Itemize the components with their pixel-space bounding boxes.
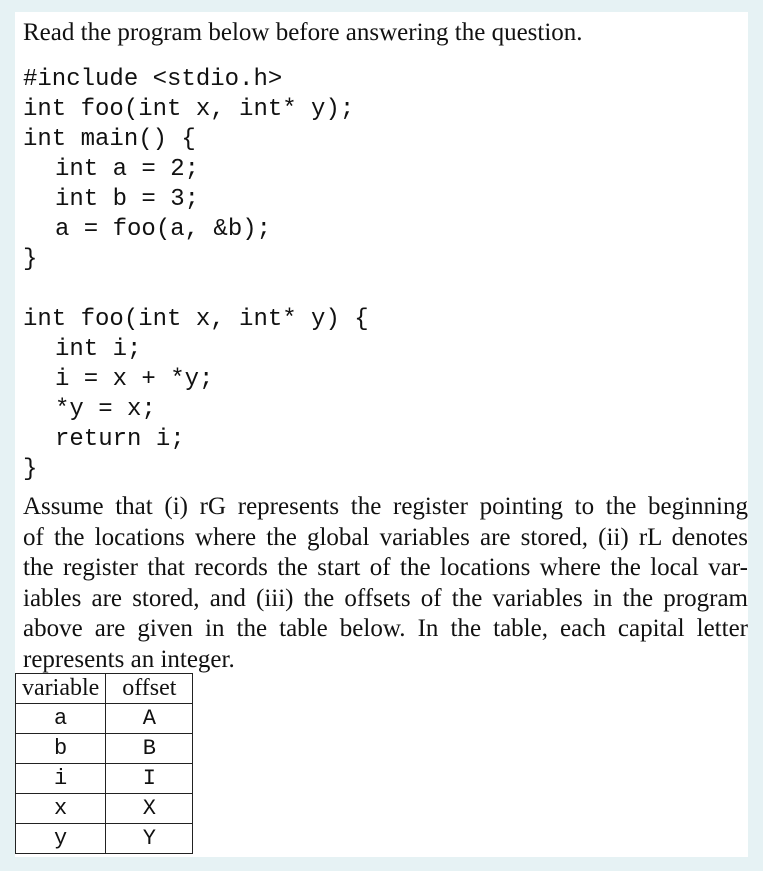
code-line: i = x + *y; [55,366,214,393]
code-line: return i; [55,426,185,453]
assumption-paragraph [23,492,748,675]
code-foo-close: } [23,456,38,483]
cell-offset: Y [106,824,193,854]
cell-offset: I [106,764,193,794]
offset-table [15,673,193,854]
table-row [16,734,193,764]
code-include: #include <stdio.h> [23,66,283,93]
code-listing [23,65,369,485]
paragraph-line: of the locations where the global variables are stored, (ii) rL denotes [23,523,748,551]
code-line: int i; [55,336,142,363]
paragraph-line: the register that records the start of the locations where the local var- [23,554,748,581]
table-row [16,764,193,794]
header-offset: offset [106,674,193,704]
paragraph-line: Assume that (i) rG represents the register pointing to the beginning [23,493,748,520]
header-variable: variable [16,674,106,704]
code-main-close: } [23,246,38,273]
code-line: int b = 3; [55,186,200,213]
cell-variable: a [16,704,106,734]
code-line: int a = 2; [55,156,200,183]
code-prototype: int foo(int x, int* y); [23,96,355,123]
table-header-row [16,674,193,704]
code-line: *y = x; [55,396,156,423]
cell-variable: i [16,764,106,794]
cell-offset: X [106,794,193,824]
table-row [16,704,193,734]
table-row [16,824,193,854]
code-foo-signature: int foo(int x, int* y) { [23,306,369,333]
intro-text: Read the program below before answering the question. [23,19,583,46]
question-panel [15,12,748,857]
paragraph-line: above are given in the table below. In the table, each capital letter [23,615,748,642]
cell-variable: y [16,824,106,854]
code-line: a = foo(a, &b); [55,216,272,243]
paragraph-line: iables are stored, and (iii) the offsets of the variables in the program [23,584,748,612]
code-blank-line [23,275,369,305]
cell-offset: A [106,704,193,734]
paragraph-line: represents an integer. [23,645,235,673]
cell-offset: B [106,734,193,764]
cell-variable: b [16,734,106,764]
table-row [16,794,193,824]
code-main-signature: int main() { [23,126,196,153]
cell-variable: x [16,794,106,824]
